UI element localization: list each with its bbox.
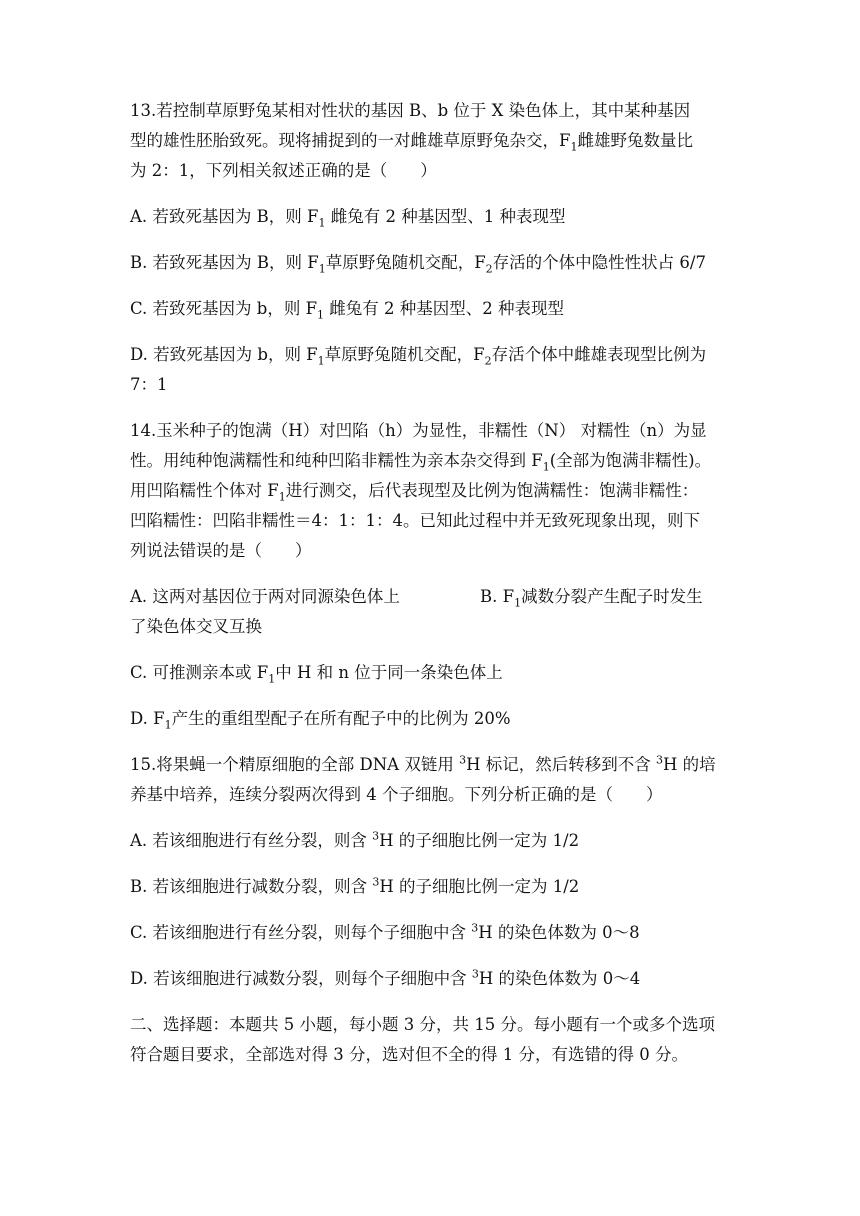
q15-option-d: D. 若该细胞进行减数分裂，则每个子细胞中含 $^3$H 的染色体数为 0～4 [130, 967, 641, 988]
q15-stem: 15.将果蝇一个精原细胞的全部 DNA 双链用 $^3$H 标记，然后转移到不含 $^3$H 的培 养基中培养，连续分裂两次得到 4 个子细胞。下列分析正确的是（ ） [130, 753, 716, 804]
document-body [130, 96, 732, 1070]
q15-option-b: B. 若该细胞进行减数分裂，则含 $^3$H 的子细胞比例一定为 1/2 [130, 875, 580, 896]
section-2-instructions: 二、选择题：本题共 5 小题，每小题 3 分，共 15 分。每小题有一个或多个选项 符合题目要求，全部选对得 3 分，选对但不全的得 1 分，有选错的得 0 分。 [130, 1015, 715, 1064]
question-13 [130, 96, 732, 400]
q13-option-b: B. 若致死基因为 B，则 $F_1$草原野兔随机交配，$F_2$存活的个体中隐性性状占 6/7 [130, 253, 706, 276]
q14-option-b-continued: 了染色体交叉互换 [130, 617, 262, 636]
q13-stem: 13.若控制草原野兔某相对性状的基因 B、b 位于 X 染色体上，其中某种基因 型的雄性胚胎致死。现将捕捉到的一对雌雄草原野兔杂交，$F_1$雌雄野兔数量比 为 2：1，下列相关叙述正确的是（ ） [130, 101, 693, 180]
question-15 [130, 750, 732, 994]
q14-option-b: B. $F_1$减数分裂产生配子时发生 [480, 587, 703, 610]
q15-option-a: A. 若该细胞进行有丝分裂，则含 $^3$H 的子细胞比例一定为 1/2 [130, 829, 580, 850]
q14-option-c: C. 可推测亲本或 $F_1$中 H 和 n 位于同一条染色体上 [130, 663, 503, 686]
q14-stem: 14.玉米种子的饱满（H）对凹陷（h）为显性，非糯性（N） 对糯性（n）为显 性。用纯种饱满糯性和纯种凹陷非糯性为亲本杂交得到 $F_1$(全部为饱满非糯性)。 用凹陷糯性个体对 $F_1$进行测交，后代表现型及比例为饱满糯性：饱满非糯性： 凹陷糯性：凹陷非糯性＝4：1：1：4。已知此过程中并无致死现象出现，则下 列说法错误的是（ ） [130, 421, 712, 560]
q13-option-a: A. 若致死基因为 B，则 $F_1$ 雌兔有 2 种基因型、1 种表现型 [130, 207, 566, 230]
q13-option-d: D. 若致死基因为 b，则 $F_1$草原野兔随机交配，$F_2$存活个体中雌雄表现型比例为 7：1 [130, 345, 707, 394]
q15-option-c: C. 若该细胞进行有丝分裂，则每个子细胞中含 $^3$H 的染色体数为 0～8 [130, 921, 640, 942]
question-14 [130, 416, 732, 734]
q14-option-d: D. $F_1$产生的重组型配子在所有配子中的比例为 20% [130, 709, 511, 732]
q14-options-ab [130, 582, 732, 642]
q13-option-c: C. 若致死基因为 b，则 $F_1$ 雌兔有 2 种基因型、2 种表现型 [130, 299, 565, 322]
q14-option-a: A. 这两对基因位于两对同源染色体上 [130, 587, 400, 606]
